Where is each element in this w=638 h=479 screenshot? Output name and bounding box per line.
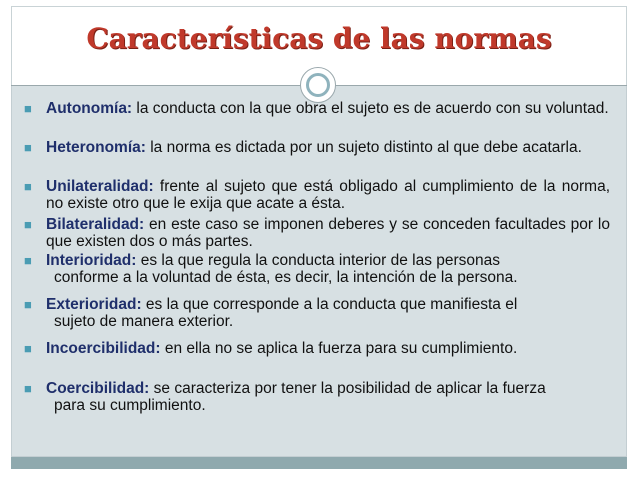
bullet-icon: ■ [24,140,32,155]
list-item [24,216,610,250]
item-text: la conducta con la que obra el sujeto es de acuerdo con su voluntad. [132,100,609,117]
list-item [24,139,610,156]
item-term: Coercibilidad: [46,380,150,397]
item-text: es la que corresponde a la conducta que manifiesta el [141,296,518,313]
list-item [24,252,610,286]
circle-ornament-icon [300,67,336,103]
item-text: frente al sujeto que está obligado al cumplimiento de la norma, no existe otro que le exija que acate a ésta. [46,178,610,212]
bullet-icon: ■ [24,179,32,194]
list-item [24,296,610,330]
list-item [24,178,610,212]
bullet-icon: ■ [24,341,32,356]
bullet-icon: ■ [24,217,32,232]
item-text: en ella no se aplica la fuerza para su cumplimiento. [160,340,518,357]
item-term: Autonomía: [46,100,133,117]
slide-title: Características de las normas [86,22,552,55]
item-text-continuation: sujeto de manera exterior. [54,313,234,330]
bottom-band [11,457,627,469]
item-term: Incoercibilidad: [46,340,161,357]
item-text: la norma es dictada por un sujeto distinto al que debe acatarla. [145,139,582,156]
item-term: Interioridad: [46,252,137,269]
item-text: se caracteriza por tener la posibilidad de aplicar la fuerza [149,380,546,397]
bullet-icon: ■ [24,297,32,312]
item-term: Bilateralidad: [46,216,145,233]
bullet-icon: ■ [24,253,32,268]
item-term: Exterioridad: [46,296,142,313]
item-text: en este caso se imponen deberes y se conceden facultades por lo que existen dos o más partes. [46,216,610,250]
bullet-icon: ■ [24,101,32,116]
list-item [24,340,610,357]
item-text: es la que regula la conducta interior de las personas [136,252,501,269]
item-term: Heteronomía: [46,139,146,156]
bullet-icon: ■ [24,381,32,396]
item-term: Unilateralidad: [46,178,154,195]
list-item [24,100,610,117]
item-text-continuation: conforme a la voluntad de ésta, es decir, la intención de la persona. [54,269,518,286]
list-item [24,380,610,414]
item-text-continuation: para su cumplimiento. [54,397,206,414]
